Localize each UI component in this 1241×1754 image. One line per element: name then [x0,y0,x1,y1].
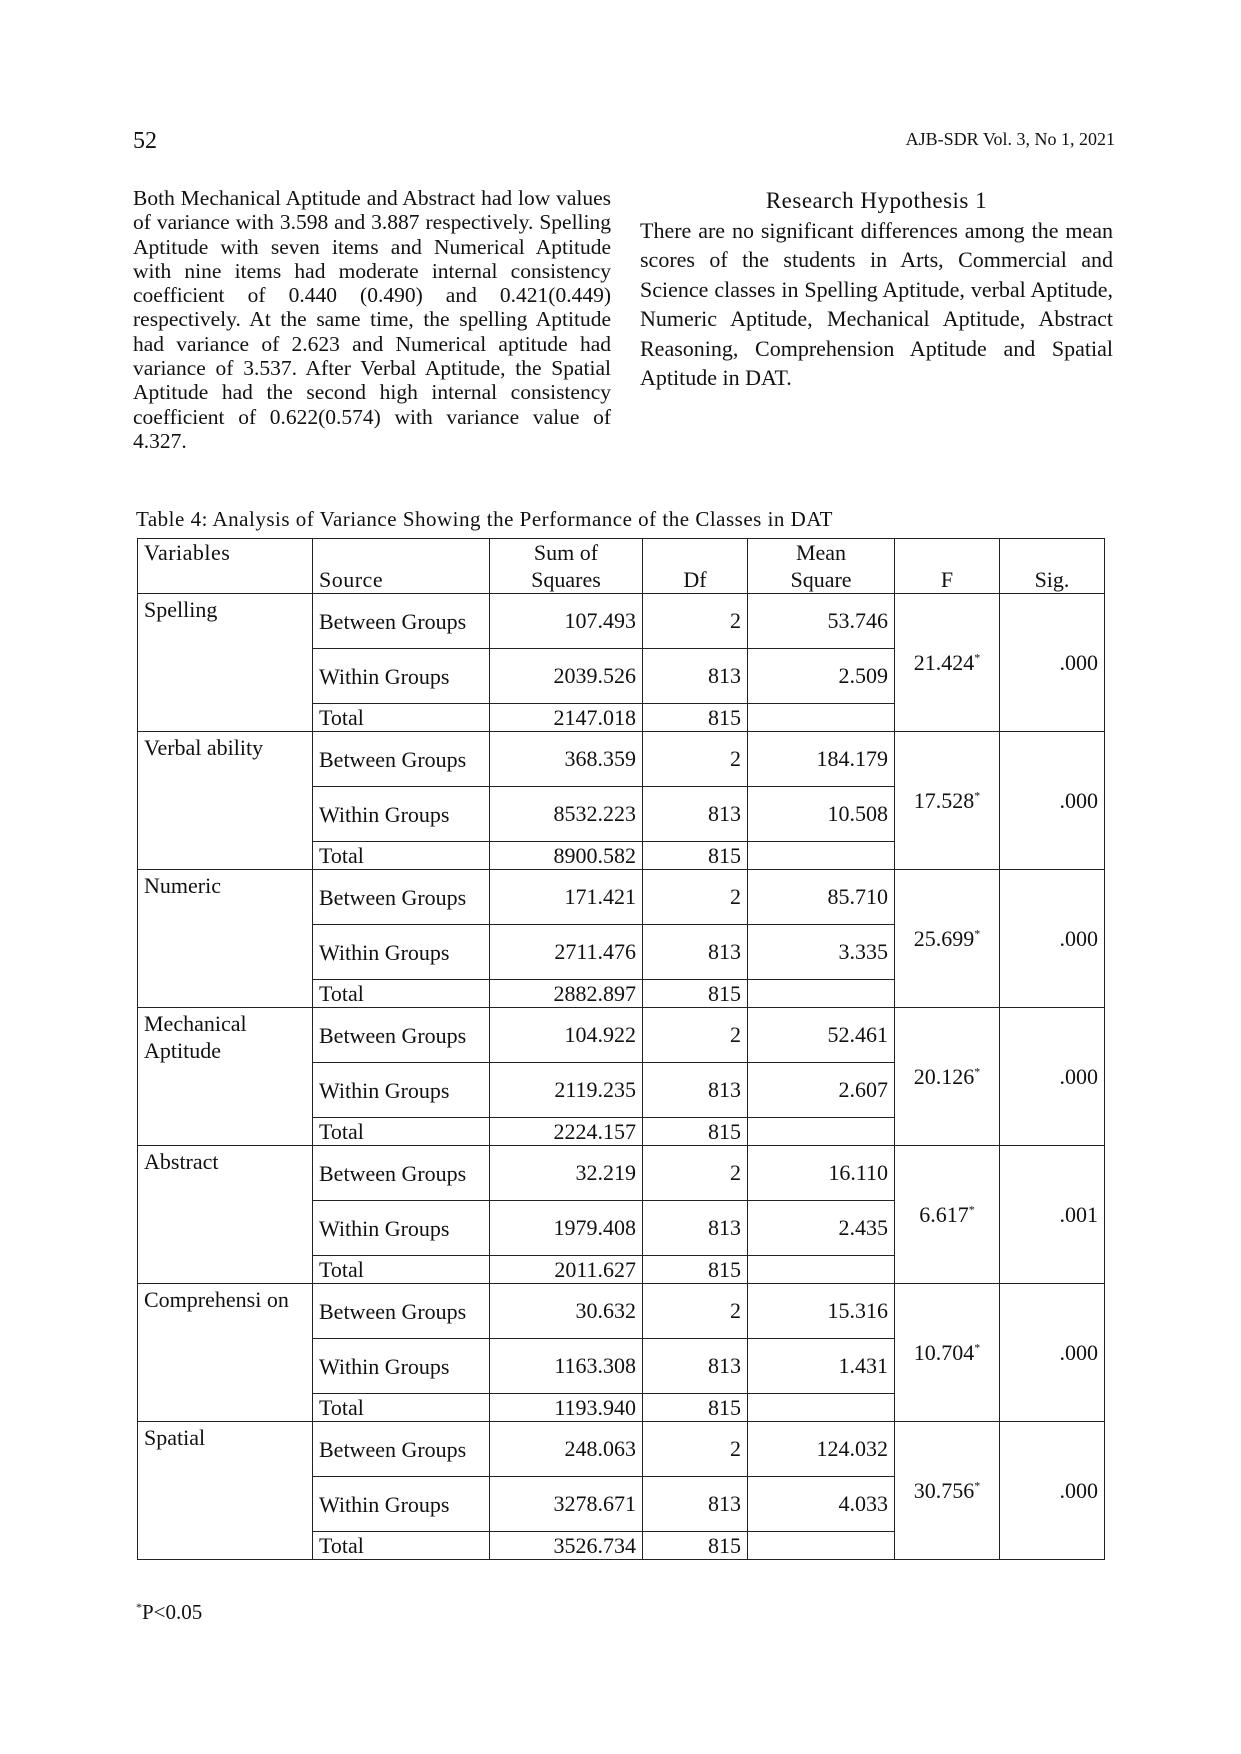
source-cell: Between Groups [313,594,490,649]
f-value: 25.699 [913,925,975,951]
page-number: 52 [133,128,157,154]
journal-reference: AJB-SDR Vol. 3, No 1, 2021 [905,129,1115,149]
f-value: 10.704 [913,1339,975,1365]
source-cell: Between Groups [313,1422,490,1477]
df-cell: 813 [643,1063,748,1118]
table-row [138,1422,1105,1477]
sum-of-squares-cell: 107.493 [490,594,643,649]
df-cell: 813 [643,925,748,980]
sum-of-squares-cell: 2147.018 [490,704,643,732]
source-cell: Total [313,1532,490,1560]
significance-mark: * [974,788,981,803]
sum-of-squares-cell: 2119.235 [490,1063,643,1118]
variable-cell: Spelling [138,594,313,732]
source-cell: Total [313,1394,490,1422]
mean-square-cell: 124.032 [748,1422,895,1477]
header-ss-line1: Sum of [533,540,599,565]
sig-value-cell: .000 [1000,732,1105,870]
df-cell: 813 [643,1339,748,1394]
header-ss-line2: Squares [531,567,601,592]
header-f: F [895,539,1000,594]
mean-square-cell: 85.710 [748,870,895,925]
source-cell: Within Groups [313,925,490,980]
anova-table [137,538,1105,1560]
variable-cell: Abstract [138,1146,313,1284]
mean-square-cell: 53.746 [748,594,895,649]
df-cell: 2 [643,594,748,649]
f-value-cell [895,1422,1000,1560]
mean-square-cell: 15.316 [748,1284,895,1339]
sum-of-squares-cell: 104.922 [490,1008,643,1063]
df-cell: 2 [643,1008,748,1063]
variable-cell: Mechanical Aptitude [138,1008,313,1146]
df-cell: 2 [643,732,748,787]
mean-square-cell [748,842,895,870]
df-cell: 815 [643,1532,748,1560]
header-ms-line2: Square [790,567,852,592]
header-variables: Variables [138,539,313,594]
df-cell: 813 [643,1201,748,1256]
mean-square-cell: 3.335 [748,925,895,980]
mean-square-cell: 2.607 [748,1063,895,1118]
header-sum-of-squares [490,539,643,594]
sig-value-cell: .000 [1000,1008,1105,1146]
sum-of-squares-cell: 1979.408 [490,1201,643,1256]
f-value: 21.424 [913,649,975,675]
variable-cell: Spatial [138,1422,313,1560]
hypothesis-section [640,186,1113,393]
header-source: Source [313,539,490,594]
variable-cell: Numeric [138,870,313,1008]
sum-of-squares-cell: 2882.897 [490,980,643,1008]
source-cell: Total [313,842,490,870]
source-cell: Within Groups [313,787,490,842]
source-cell: Within Groups [313,1339,490,1394]
mean-square-cell: 184.179 [748,732,895,787]
source-cell: Total [313,1256,490,1284]
significance-mark: * [974,1478,981,1493]
sum-of-squares-cell: 30.632 [490,1284,643,1339]
sig-value-cell: .000 [1000,1422,1105,1560]
sum-of-squares-cell: 8532.223 [490,787,643,842]
sum-of-squares-cell: 248.063 [490,1422,643,1477]
sum-of-squares-cell: 1163.308 [490,1339,643,1394]
sig-value-cell: .000 [1000,870,1105,1008]
table-header-row [138,539,1105,594]
sum-of-squares-cell: 171.421 [490,870,643,925]
source-cell: Between Groups [313,870,490,925]
significance-mark: * [974,650,981,665]
source-cell: Between Groups [313,1284,490,1339]
f-value: 17.528 [913,787,975,813]
f-value: 20.126 [913,1063,975,1089]
significance-mark: * [968,1202,975,1217]
variable-cell: Verbal ability [138,732,313,870]
df-cell: 813 [643,649,748,704]
table-row [138,1146,1105,1201]
table-row [138,732,1105,787]
source-cell: Total [313,1118,490,1146]
significance-mark: * [974,926,981,941]
sum-of-squares-cell: 2224.157 [490,1118,643,1146]
sum-of-squares-cell: 32.219 [490,1146,643,1201]
f-value-cell [895,1008,1000,1146]
mean-square-cell [748,704,895,732]
df-cell: 2 [643,870,748,925]
sum-of-squares-cell: 3278.671 [490,1477,643,1532]
f-value-cell [895,732,1000,870]
sig-value-cell: .000 [1000,1284,1105,1422]
mean-square-cell: 2.435 [748,1201,895,1256]
table-row [138,1008,1105,1063]
mean-square-cell [748,1532,895,1560]
footnote-text: P<0.05 [142,1600,203,1624]
hypothesis-title: Research Hypothesis 1 [765,188,988,213]
df-cell: 815 [643,842,748,870]
f-value: 30.756 [913,1477,975,1503]
f-value: 6.617 [919,1201,969,1227]
f-value-cell [895,1146,1000,1284]
source-cell: Within Groups [313,1201,490,1256]
sum-of-squares-cell: 2011.627 [490,1256,643,1284]
header-mean-square [748,539,895,594]
df-cell: 815 [643,1118,748,1146]
body-paragraph: Both Mechanical Aptitude and Abstract had low values of variance with 3.598 and 3.887 respectively. Spelling Aptitude with seven items and Numerical Aptitude with nine items had moderate internal consistency coefficient of 0.440 (0.490) and 0.421(0.449) respectively. At the same time, the spelling Aptitude had variance of 2.623 and Numerical aptitude had variance of 3.537. After Verbal Aptitude, the Spatial Aptitude had the second high internal consistency coefficient of 0.622(0.574) with variance value of 4.327. [133,186,611,453]
table-row [138,594,1105,649]
mean-square-cell [748,980,895,1008]
df-cell: 815 [643,704,748,732]
header-ms-line1: Mean [795,540,847,565]
f-value-cell [895,1284,1000,1422]
df-cell: 815 [643,1394,748,1422]
mean-square-cell: 4.033 [748,1477,895,1532]
df-cell: 813 [643,787,748,842]
mean-square-cell [748,1394,895,1422]
sum-of-squares-cell: 1193.940 [490,1394,643,1422]
footnote-mark: * [136,1600,142,1614]
mean-square-cell: 1.431 [748,1339,895,1394]
mean-square-cell: 16.110 [748,1146,895,1201]
source-cell: Between Groups [313,1146,490,1201]
header-sig: Sig. [1000,539,1105,594]
mean-square-cell [748,1118,895,1146]
sig-value-cell: .000 [1000,594,1105,732]
mean-square-cell [748,1256,895,1284]
f-value-cell [895,870,1000,1008]
df-cell: 815 [643,1256,748,1284]
mean-square-cell: 2.509 [748,649,895,704]
source-cell: Within Groups [313,1477,490,1532]
df-cell: 2 [643,1146,748,1201]
sum-of-squares-cell: 2711.476 [490,925,643,980]
significance-mark: * [974,1340,981,1355]
table-row [138,870,1105,925]
sum-of-squares-cell: 2039.526 [490,649,643,704]
f-value-cell [895,594,1000,732]
significance-mark: * [974,1064,981,1079]
sum-of-squares-cell: 368.359 [490,732,643,787]
table-caption: Table 4: Analysis of Variance Showing the Performance of the Classes in DAT [136,507,834,531]
source-cell: Within Groups [313,1063,490,1118]
sum-of-squares-cell: 8900.582 [490,842,643,870]
df-cell: 2 [643,1422,748,1477]
source-cell: Total [313,980,490,1008]
source-cell: Between Groups [313,732,490,787]
header-df: Df [643,539,748,594]
table-row [138,1284,1105,1339]
sum-of-squares-cell: 3526.734 [490,1532,643,1560]
df-cell: 2 [643,1284,748,1339]
source-cell: Total [313,704,490,732]
mean-square-cell: 52.461 [748,1008,895,1063]
source-cell: Between Groups [313,1008,490,1063]
mean-square-cell: 10.508 [748,787,895,842]
hypothesis-text: There are no significant differences among the mean scores of the students in Arts, Commercial and Science classes in Spelling Aptitude, verbal Aptitude, Numeric Aptitude, Mechanical Aptitude, Abstract Reasoning, Comprehension Aptitude and Spatial Aptitude in DAT. [640,217,1113,390]
sig-value-cell: .001 [1000,1146,1105,1284]
df-cell: 813 [643,1477,748,1532]
source-cell: Within Groups [313,649,490,704]
variable-cell: Comprehensi on [138,1284,313,1422]
df-cell: 815 [643,980,748,1008]
table-footnote [136,1600,202,1625]
